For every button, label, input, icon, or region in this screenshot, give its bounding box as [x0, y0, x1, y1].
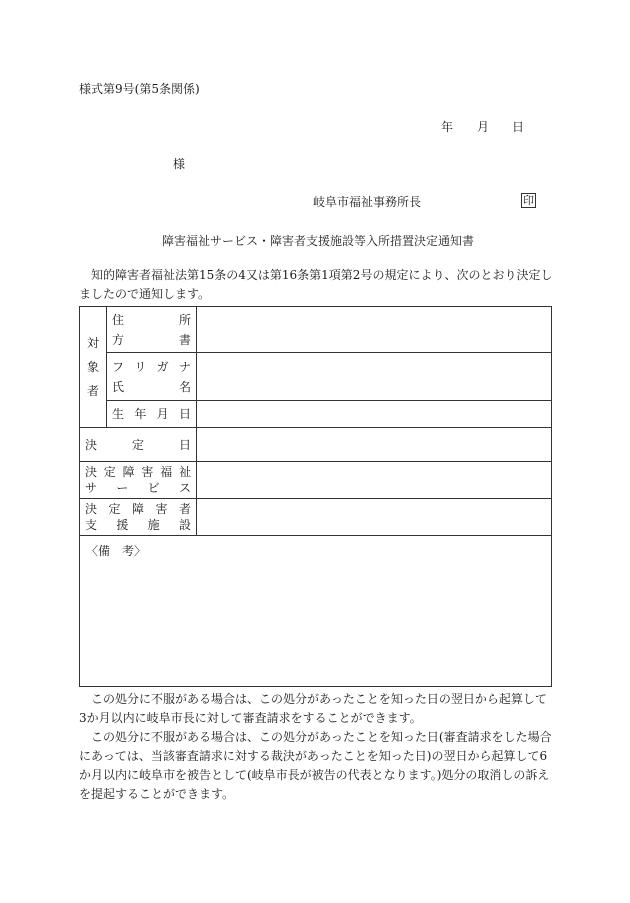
address-label: 住 所 方 書 — [107, 307, 197, 353]
document-title: 障害福祉サービス・障害者支援施設等入所措置決定通知書 — [162, 234, 475, 248]
address-value — [197, 307, 552, 353]
birthdate-value — [197, 401, 552, 428]
facility-value — [197, 499, 552, 536]
name-label: フ リ ガ ナ 氏 名 — [107, 353, 197, 401]
service-value — [197, 462, 552, 499]
service-label: 決 定 障 害 福 祉 サ ー ビ ス — [80, 462, 197, 499]
decision-date-label: 決 定 日 — [80, 428, 197, 462]
subject-label: 対 象 者 — [80, 307, 107, 428]
date-month-label: 月 — [477, 120, 490, 134]
issuer-name: 岐阜市福祉事務所長 — [313, 195, 422, 209]
seal-mark: 印 — [523, 194, 534, 207]
addressee-suffix: 様 — [173, 157, 186, 171]
name-value — [197, 353, 552, 401]
lawsuit-notice: この処分に不服がある場合は、この処分があったことを知った日(審査請求をした場合にあっては、当該審査請求に対する裁決があったことを知った日)の翌日から起算して6か月以内に岐阜市を被告として(岐阜市長が被告の代表となります。)処分の取消しの訴えを提起することができます。 — [79, 730, 552, 801]
remarks-box — [80, 536, 552, 687]
appeal-notice: この処分に不服がある場合は、この処分があったことを知った日の翌日から起算して3か月以内に岐阜市長に対して審査請求をすることができます。 — [79, 692, 547, 725]
facility-label: 決 定 障 害 者 支 援 施 設 — [80, 499, 197, 536]
form-number: 様式第9号(第5条関係) — [79, 82, 200, 96]
notice-table — [79, 306, 552, 687]
date-year-label: 年 — [441, 120, 454, 134]
intro-paragraph: 知的障害者福祉法第15条の4又は第16条第1項第2号の規定により、次のとおり決定しましたので通知します。 — [79, 268, 553, 301]
birthdate-label: 生 年 月 日 — [107, 401, 197, 428]
decision-date-value — [197, 428, 552, 462]
date-day-label: 日 — [512, 120, 525, 134]
remarks-label: 〈備 考〉 — [86, 544, 147, 558]
